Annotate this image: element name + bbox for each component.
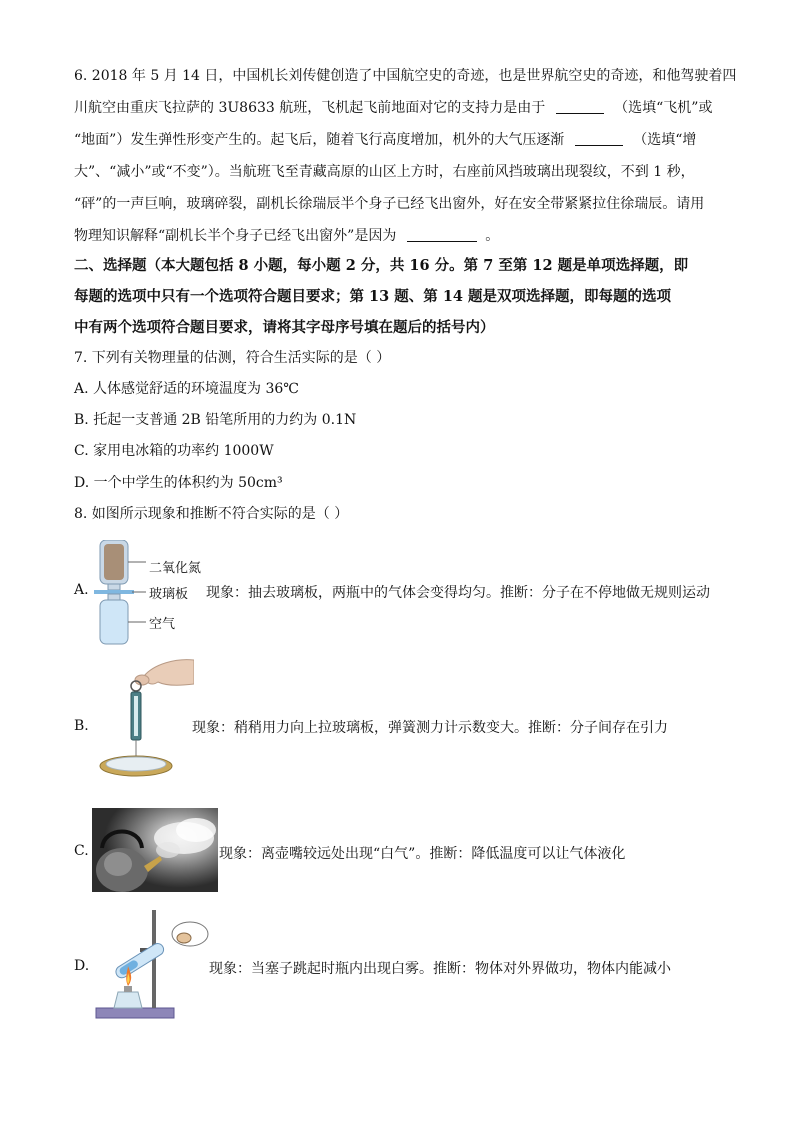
- q7-option-a[interactable]: A. 人体感觉舒适的环境温度为 36℃: [74, 381, 299, 397]
- q8-option-a-text: 现象：抽去玻璃板，两瓶中的气体会变得均匀。推断：分子在不停地做无规则运动: [206, 585, 710, 601]
- q8-option-a-letter[interactable]: A.: [74, 582, 89, 598]
- q6-line-4: 大”、“减小”或“不变”）。当航班飞至青藏高原的山区上方时，右座前风挡玻璃出现裂纹，不到 1 秒，: [74, 164, 695, 180]
- q6-line-2-tail: （选填“飞机”或: [614, 100, 713, 116]
- q8-option-c-text: 现象：离壶嘴较远处出现“白气”。推断：降低温度可以让气体液化: [219, 846, 626, 862]
- q6-line-5: “砰”的一声巨响，玻璃碎裂，副机长徐瑞辰半个身子已经飞出窗外，好在安全带紧紧拉住徐瑞辰。请用: [74, 196, 705, 212]
- q6-line-3-text: “地面”）发生弹性形变产生的。起飞后，随着飞行高度增加，机外的大气压逐渐: [74, 132, 565, 148]
- q7-stem: 7. 下列有关物理量的估测，符合生活实际的是（ ）: [74, 350, 391, 366]
- q6-blank-1[interactable]: [556, 99, 604, 114]
- q6-line-6-text: 物理知识解释“副机长半个身子已经飞出窗外”是因为: [74, 228, 397, 244]
- q6-line-3-tail: （选填“增: [633, 132, 697, 148]
- q6-blank-2[interactable]: [575, 131, 623, 146]
- q8-option-d-letter[interactable]: D.: [74, 958, 90, 974]
- section-2-heading-line-3: 中有两个选项符合题目要求，请将其字母序号填在题后的括号内）: [74, 319, 495, 336]
- q8-option-b-text: 现象：稍稍用力向上拉玻璃板，弹簧测力计示数变大。推断：分子间存在引力: [192, 720, 668, 736]
- q8-option-d-text: 现象：当塞子跳起时瓶内出现白雾。推断：物体对外界做功，物体内能减小: [209, 961, 671, 977]
- section-2-heading-line-2: 每题的选项中只有一个选项符合题目要求；第 13 题、第 14 题是双项选择题，即每题的选项: [74, 288, 672, 305]
- q6-line-6: [74, 226, 499, 246]
- q8-option-c-letter[interactable]: C.: [74, 843, 89, 859]
- q7-option-d[interactable]: D. 一个中学生的体积约为 50cm³: [74, 475, 283, 491]
- q8-option-b-letter[interactable]: B.: [74, 718, 89, 734]
- q6-line-2-text: 川航空由重庆飞拉萨的 3U8633 航班，飞机起飞前地面对它的支持力是由于: [74, 100, 546, 116]
- spring-scale-glass-plate-figure: [96, 656, 194, 782]
- q7-option-c[interactable]: C. 家用电冰箱的功率约 1000W: [74, 443, 274, 459]
- q6-line-3: [74, 130, 696, 150]
- gas-diffusion-bottles-figure: [94, 540, 154, 646]
- q7-option-b[interactable]: B. 托起一支普通 2B 铅笔所用的力约为 0.1N: [74, 412, 357, 428]
- glass-plate-label: 玻璃板: [149, 587, 189, 602]
- q6-line-2: [74, 98, 712, 118]
- nitrogen-dioxide-label: 二氧化氮: [149, 561, 202, 576]
- test-tube-cork-figure: [94, 908, 212, 1020]
- q6-blank-3[interactable]: [407, 227, 477, 242]
- q6-line-6-tail: 。: [485, 228, 500, 244]
- q8-stem: 8. 如图所示现象和推断不符合实际的是（ ）: [74, 506, 349, 522]
- section-2-heading-line-1: 二、选择题（本大题包括 8 小题，每小题 2 分，共 16 分。第 7 至第 12 题是单项选择题，即: [74, 257, 689, 274]
- q6-line-1: 6. 2018 年 5 月 14 日，中国机长刘传健创造了中国航空史的奇迹，也是世界航空史的奇迹，和他驾驶着四: [74, 68, 737, 84]
- kettle-steam-photo: [92, 808, 218, 892]
- air-label: 空气: [149, 617, 176, 632]
